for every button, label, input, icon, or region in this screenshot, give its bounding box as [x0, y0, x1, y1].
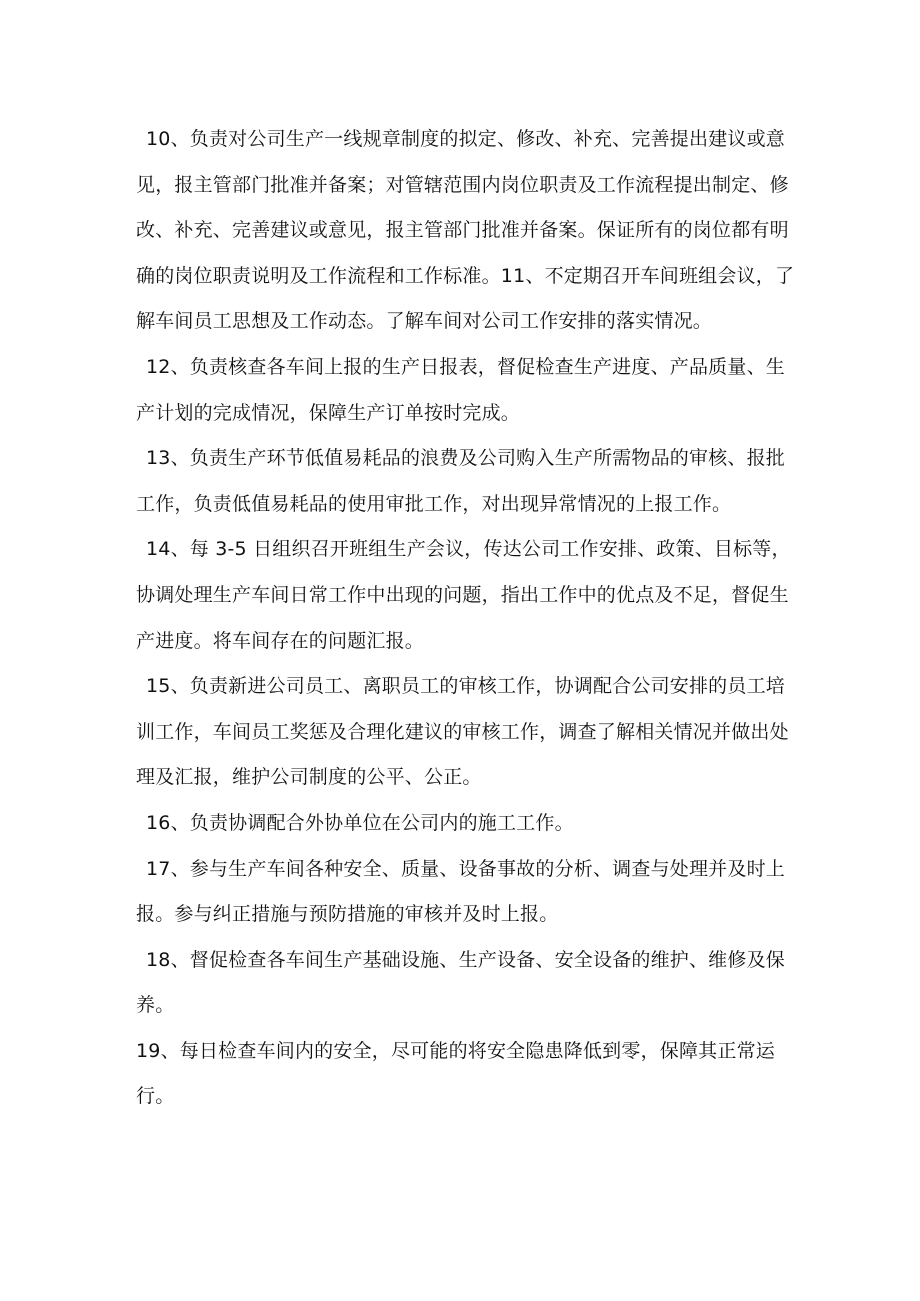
paragraph-16: 16、负责协调配合外协单位在公司内的施工工作。 — [146, 811, 574, 834]
paragraph-13: 13、负责生产环节低值易耗品的浪费及公司购入生产所需物品的审核、报批工作，负责低值易耗品的使用审批工作，对出现异常情况的上报工作。 — [136, 447, 785, 515]
paragraph-17: 17、参与生产车间各种安全、质量、设备事故的分析、调查与处理并及时上报。参与纠正措施与预防措施的审核并及时上报。 — [136, 857, 785, 926]
paragraph-14: 14、每 3-5 日组织召开班组生产会议，传达公司工作安排、政策、目标等，协调处理生产车间日常工作中出现的问题，指出工作中的优点及不足，督促生产进度。将车间存在的问题汇报。 — [136, 538, 791, 652]
paragraph-12: 12、负责核查各车间上报的生产日报表，督促检查生产进度、产品质量、生产计划的完成情况，保障生产订单按时完成。 — [136, 355, 785, 424]
paragraph-19: 19、每日检查车间内的安全，尽可能的将安全隐患降低到零，保障其正常运行。 — [136, 1039, 775, 1108]
paragraph-18: 18、督促检查各车间生产基础设施、生产设备、安全设备的维护、维修及保养。 — [136, 948, 785, 1017]
paragraph-15: 15、负责新进公司员工、离职员工的审核工作，协调配合公司安排的员工培训工作，车间员工奖惩及合理化建议的审核工作，调查了解相关情况并做出处理及汇报，维护公司制度的公平、公正。 — [136, 675, 789, 789]
document-body — [136, 117, 796, 1120]
paragraph-10-11: 10、负责对公司生产一线规章制度的拟定、修改、补充、完善提出建议或意见，报主管部门批准并备案；对管辖范围内岗位职责及工作流程提出制定、修改、补充、完善建议或意见，报主管部门批准并备案。保证所有的岗位都有明确的岗位职责说明及工作流程和工作标准。11、不定期召开车间班组会议，了解车间员工思想及工作动态。了解车间对公司工作安排的落实情况。 — [136, 128, 795, 333]
